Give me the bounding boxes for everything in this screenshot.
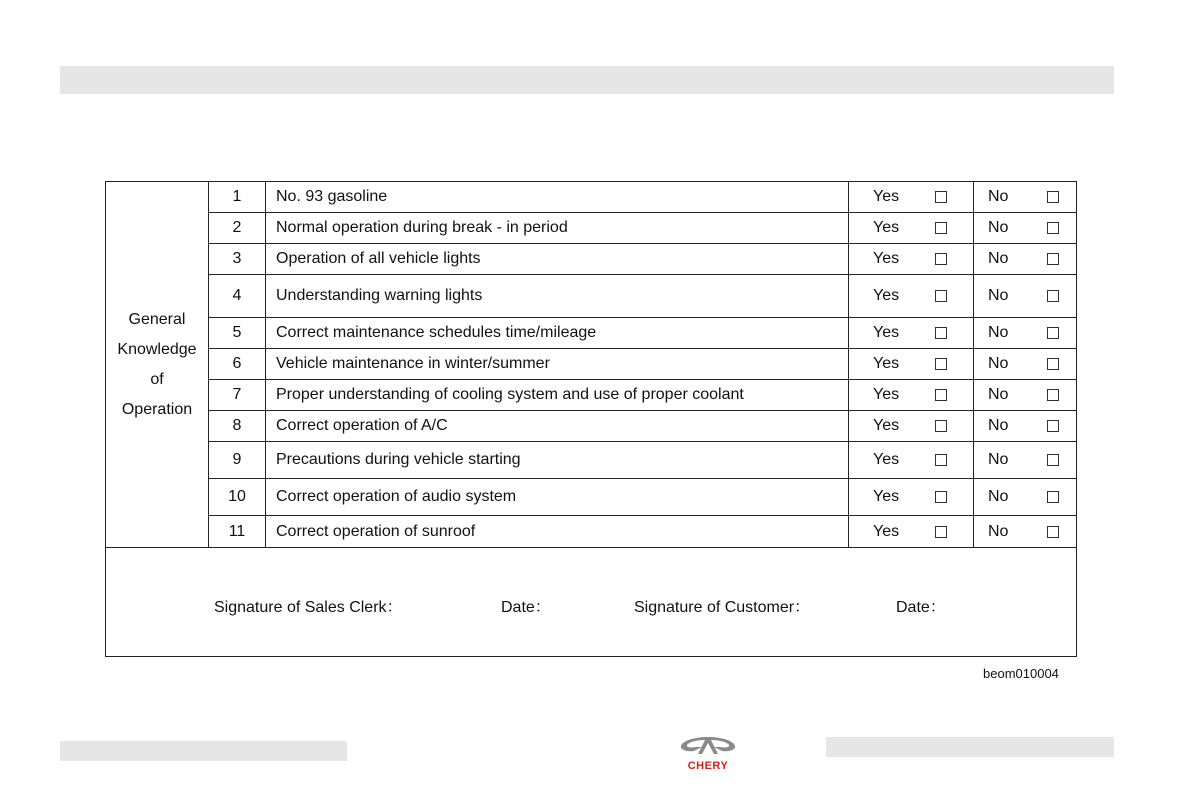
yes-option-cell — [849, 318, 974, 349]
no-option-cell — [974, 516, 1077, 548]
item-number: 1 — [209, 182, 266, 213]
yes-option-cell — [849, 411, 974, 442]
signature-cell — [106, 548, 1077, 657]
no-label: No — [988, 488, 1009, 505]
yes-checkbox-icon[interactable] — [935, 389, 947, 401]
no-checkbox-icon[interactable] — [1047, 526, 1059, 538]
item-description: Operation of all vehicle lights — [266, 244, 849, 275]
item-number: 3 — [209, 244, 266, 275]
yes-label: Yes — [873, 488, 900, 505]
no-checkbox-icon[interactable] — [1047, 420, 1059, 432]
figure-code: beom010004 — [983, 666, 1059, 681]
yes-option-cell — [849, 244, 974, 275]
yes-option-cell — [849, 349, 974, 380]
item-description: Correct maintenance schedules time/mileage — [266, 318, 849, 349]
yes-checkbox-icon[interactable] — [935, 420, 947, 432]
item-number: 5 — [209, 318, 266, 349]
yes-label: Yes — [873, 188, 900, 205]
no-label: No — [988, 355, 1009, 372]
item-description: No. 93 gasoline — [266, 182, 849, 213]
item-number: 4 — [209, 275, 266, 318]
customer-date-label: Date： — [896, 599, 946, 616]
no-option-cell — [974, 182, 1077, 213]
no-option-cell — [974, 411, 1077, 442]
item-number: 11 — [209, 516, 266, 548]
signature-row — [106, 548, 1077, 657]
no-option-cell — [974, 442, 1077, 479]
yes-label: Yes — [873, 324, 900, 341]
checklist-row — [106, 244, 1077, 275]
no-checkbox-icon[interactable] — [1047, 389, 1059, 401]
item-number: 10 — [209, 479, 266, 516]
yes-checkbox-icon[interactable] — [935, 222, 947, 234]
chery-logo — [676, 733, 740, 773]
yes-checkbox-icon[interactable] — [935, 491, 947, 503]
yes-checkbox-icon[interactable] — [935, 253, 947, 265]
sales-clerk-signature-label: Signature of Sales Clerk： — [214, 599, 403, 616]
yes-option-cell — [849, 275, 974, 318]
checklist-row — [106, 411, 1077, 442]
category-label-cell — [106, 182, 209, 548]
no-checkbox-icon[interactable] — [1047, 358, 1059, 370]
item-number: 8 — [209, 411, 266, 442]
operation-checklist-table — [105, 181, 1077, 657]
checklist-row — [106, 516, 1077, 548]
checklist-row — [106, 380, 1077, 411]
item-number: 2 — [209, 213, 266, 244]
checklist-row — [106, 318, 1077, 349]
yes-option-cell — [849, 442, 974, 479]
yes-label: Yes — [873, 287, 900, 304]
yes-checkbox-icon[interactable] — [935, 526, 947, 538]
item-number: 6 — [209, 349, 266, 380]
yes-option-cell — [849, 516, 974, 548]
yes-checkbox-icon[interactable] — [935, 290, 947, 302]
no-option-cell — [974, 244, 1077, 275]
no-label: No — [988, 219, 1009, 236]
yes-label: Yes — [873, 522, 900, 540]
category-label-line: Knowledge — [117, 340, 197, 358]
item-description: Understanding warning lights — [266, 275, 849, 318]
yes-option-cell — [849, 213, 974, 244]
yes-label: Yes — [873, 451, 900, 468]
yes-label: Yes — [873, 355, 900, 372]
footer-bar-right — [826, 737, 1114, 757]
yes-checkbox-icon[interactable] — [935, 454, 947, 466]
item-description: Correct operation of audio system — [266, 479, 849, 516]
no-checkbox-icon[interactable] — [1047, 290, 1059, 302]
no-label: No — [988, 287, 1009, 304]
checklist-row — [106, 479, 1077, 516]
no-checkbox-icon[interactable] — [1047, 327, 1059, 339]
no-checkbox-icon[interactable] — [1047, 253, 1059, 265]
yes-option-cell — [849, 182, 974, 213]
no-label: No — [988, 522, 1009, 540]
no-checkbox-icon[interactable] — [1047, 491, 1059, 503]
yes-option-cell — [849, 380, 974, 411]
no-option-cell — [974, 380, 1077, 411]
no-option-cell — [974, 275, 1077, 318]
no-checkbox-icon[interactable] — [1047, 454, 1059, 466]
no-option-cell — [974, 349, 1077, 380]
customer-signature-label: Signature of Customer： — [634, 599, 811, 616]
footer-bar-left — [60, 741, 347, 761]
yes-option-cell — [849, 479, 974, 516]
item-description: Correct operation of A/C — [266, 411, 849, 442]
yes-checkbox-icon[interactable] — [935, 191, 947, 203]
no-option-cell — [974, 479, 1077, 516]
no-checkbox-icon[interactable] — [1047, 222, 1059, 234]
sales-clerk-date-label: Date： — [501, 599, 551, 616]
item-description: Vehicle maintenance in winter/summer — [266, 349, 849, 380]
checklist-row — [106, 182, 1077, 213]
item-description: Proper understanding of cooling system and use of proper coolant — [266, 380, 849, 411]
yes-label: Yes — [873, 386, 900, 403]
checklist-row — [106, 349, 1077, 380]
no-option-cell — [974, 213, 1077, 244]
chery-logo-text: CHERY — [687, 760, 729, 772]
item-description: Precautions during vehicle starting — [266, 442, 849, 479]
yes-label: Yes — [873, 417, 900, 434]
no-label: No — [988, 451, 1009, 468]
no-label: No — [988, 250, 1009, 267]
yes-checkbox-icon[interactable] — [935, 327, 947, 339]
item-number: 7 — [209, 380, 266, 411]
no-option-cell — [974, 318, 1077, 349]
chery-emblem-icon — [681, 737, 735, 754]
no-label: No — [988, 324, 1009, 341]
no-label: No — [988, 188, 1009, 205]
item-number: 9 — [209, 442, 266, 479]
yes-label: Yes — [873, 250, 900, 267]
checklist-row — [106, 442, 1077, 479]
checklist-row — [106, 213, 1077, 244]
no-label: No — [988, 386, 1009, 403]
category-label-line: of — [150, 370, 164, 388]
category-label-line: General — [128, 310, 186, 328]
no-label: No — [988, 417, 1009, 434]
item-description: Correct operation of sunroof — [266, 516, 849, 548]
header-bar — [60, 66, 1114, 94]
yes-checkbox-icon[interactable] — [935, 358, 947, 370]
item-description: Normal operation during break - in period — [266, 213, 849, 244]
no-checkbox-icon[interactable] — [1047, 191, 1059, 203]
category-label-line: Operation — [121, 400, 193, 418]
yes-label: Yes — [873, 219, 900, 236]
checklist-row — [106, 275, 1077, 318]
